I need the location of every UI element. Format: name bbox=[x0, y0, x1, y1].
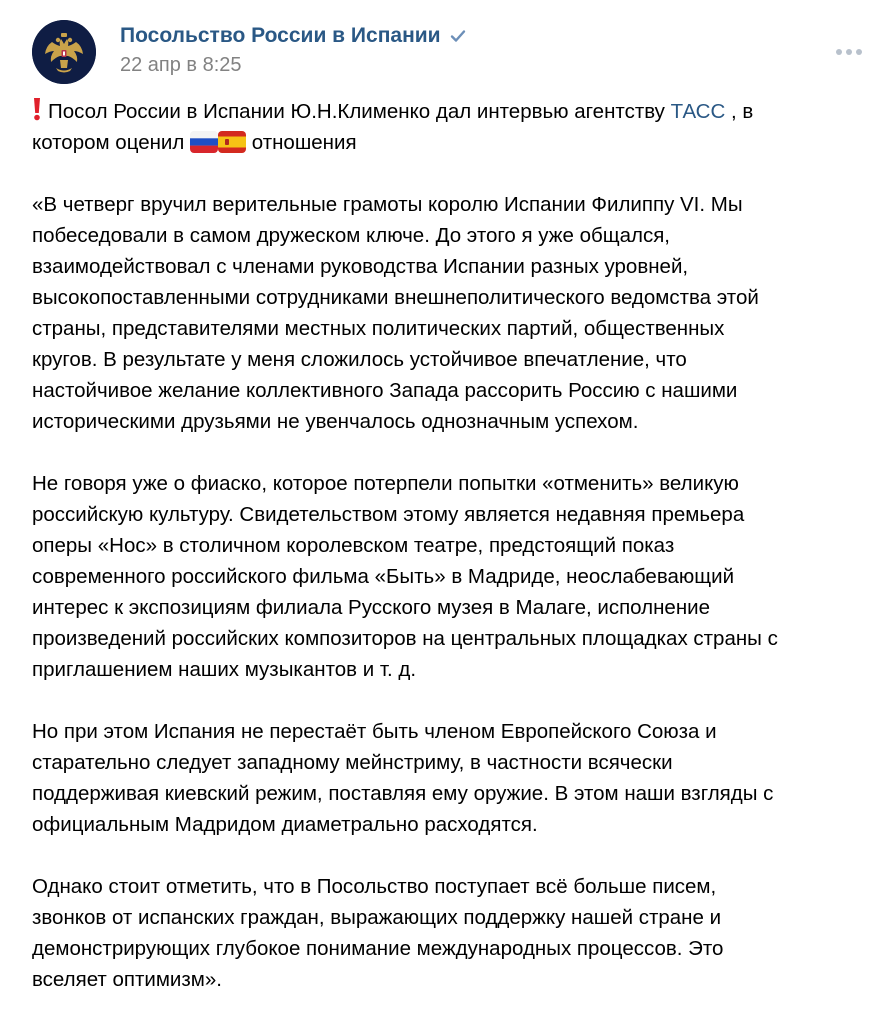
paragraph-line: старательно следует западному мейнстриму, в частности всячески bbox=[32, 751, 673, 774]
author-name-link[interactable]: Посольство России в Испании bbox=[120, 24, 441, 47]
post-header bbox=[32, 20, 852, 84]
verified-check-icon bbox=[449, 27, 467, 45]
russia-flag-icon bbox=[190, 131, 218, 153]
intro-text-after-flags: отношения bbox=[251, 131, 357, 154]
post-text bbox=[32, 96, 872, 1026]
paragraph-line: интерес к экспозициям филиала Русского музея в Малаге, исполнение bbox=[32, 596, 710, 619]
embassy-emblem-icon bbox=[32, 20, 96, 84]
more-actions-button[interactable] bbox=[834, 42, 864, 62]
more-dots-icon bbox=[834, 42, 864, 62]
paragraph-line: побеседовали в самом дружеском ключе. До этого я уже общался, bbox=[32, 224, 671, 247]
paragraph-line: звонков от испанских граждан, выражающих поддержку нашей стране и bbox=[32, 906, 722, 929]
paragraph-line: настойчивое желание коллективного Запада рассорить Россию с нашими bbox=[32, 379, 738, 402]
avatar[interactable] bbox=[32, 20, 96, 84]
paragraph-2 bbox=[32, 468, 872, 685]
intro-text-after-link: , в bbox=[731, 100, 754, 123]
paragraph-line: историческими друзьями не увенчалось однозначным успехом. bbox=[32, 410, 639, 433]
paragraph-line: взаимодействовал с членами руководства Испании разных уровней, bbox=[32, 255, 689, 278]
intro-paragraph bbox=[32, 96, 872, 158]
red-exclamation-icon bbox=[32, 97, 42, 121]
spain-flag-icon bbox=[218, 131, 246, 153]
intro-line-1 bbox=[32, 96, 872, 127]
paragraph-line: Но при этом Испания не перестаёт быть членом Европейского Союза и bbox=[32, 720, 717, 743]
paragraph-line: страны, представителями местных политических партий, общественных bbox=[32, 317, 725, 340]
paragraph-line: оперы «Нос» в столичном королевском театре, предстоящий показ bbox=[32, 534, 675, 557]
paragraph-line: приглашением наших музыкантов и т. д. bbox=[32, 658, 417, 681]
paragraph-line: демонстрирующих глубокое понимание международных процессов. Это bbox=[32, 937, 724, 960]
paragraph-line: современного российского фильма «Быть» в Мадриде, неослабевающий bbox=[32, 565, 735, 588]
paragraph-line: «В четверг вручил верительные грамоты королю Испании Филиппу VI. Мы bbox=[32, 193, 743, 216]
intro-line-2 bbox=[32, 127, 872, 158]
paragraph-line: кругов. В результате у меня сложилось устойчивое впечатление, что bbox=[32, 348, 687, 371]
paragraph-line: Однако стоит отметить, что в Посольство поступает всё больше писем, bbox=[32, 875, 717, 898]
paragraph-line: официальным Мадридом диаметрально расходятся. bbox=[32, 813, 538, 836]
paragraph-line: Не говоря уже о фиаско, которое потерпели попытки «отменить» великую bbox=[32, 472, 739, 495]
paragraph-line: поддерживая киевский режим, поставляя ему оружие. В этом наши взгляды с bbox=[32, 782, 774, 805]
paragraph-line: высокопоставленными сотрудниками внешнеполитического ведомства этой bbox=[32, 286, 759, 309]
paragraph-3 bbox=[32, 716, 872, 840]
intro-text-before-flags: котором оценил bbox=[32, 131, 185, 154]
author-block bbox=[120, 22, 467, 77]
paragraph-1 bbox=[32, 189, 872, 437]
intro-text-before-link: Посол России в Испании Ю.Н.Клименко дал интервью агентству bbox=[48, 100, 665, 123]
author-line bbox=[120, 22, 467, 50]
paragraph-4 bbox=[32, 871, 872, 995]
paragraph-line: произведений российских композиторов на центральных площадках страны с bbox=[32, 627, 778, 650]
tass-link[interactable]: ТАСС bbox=[670, 100, 726, 123]
paragraph-line: российскую культуру. Свидетельством этому является недавняя премьера bbox=[32, 503, 745, 526]
post-date-link[interactable]: 22 апр в 8:25 bbox=[120, 54, 242, 76]
paragraph-line: вселяет оптимизм». bbox=[32, 968, 222, 991]
